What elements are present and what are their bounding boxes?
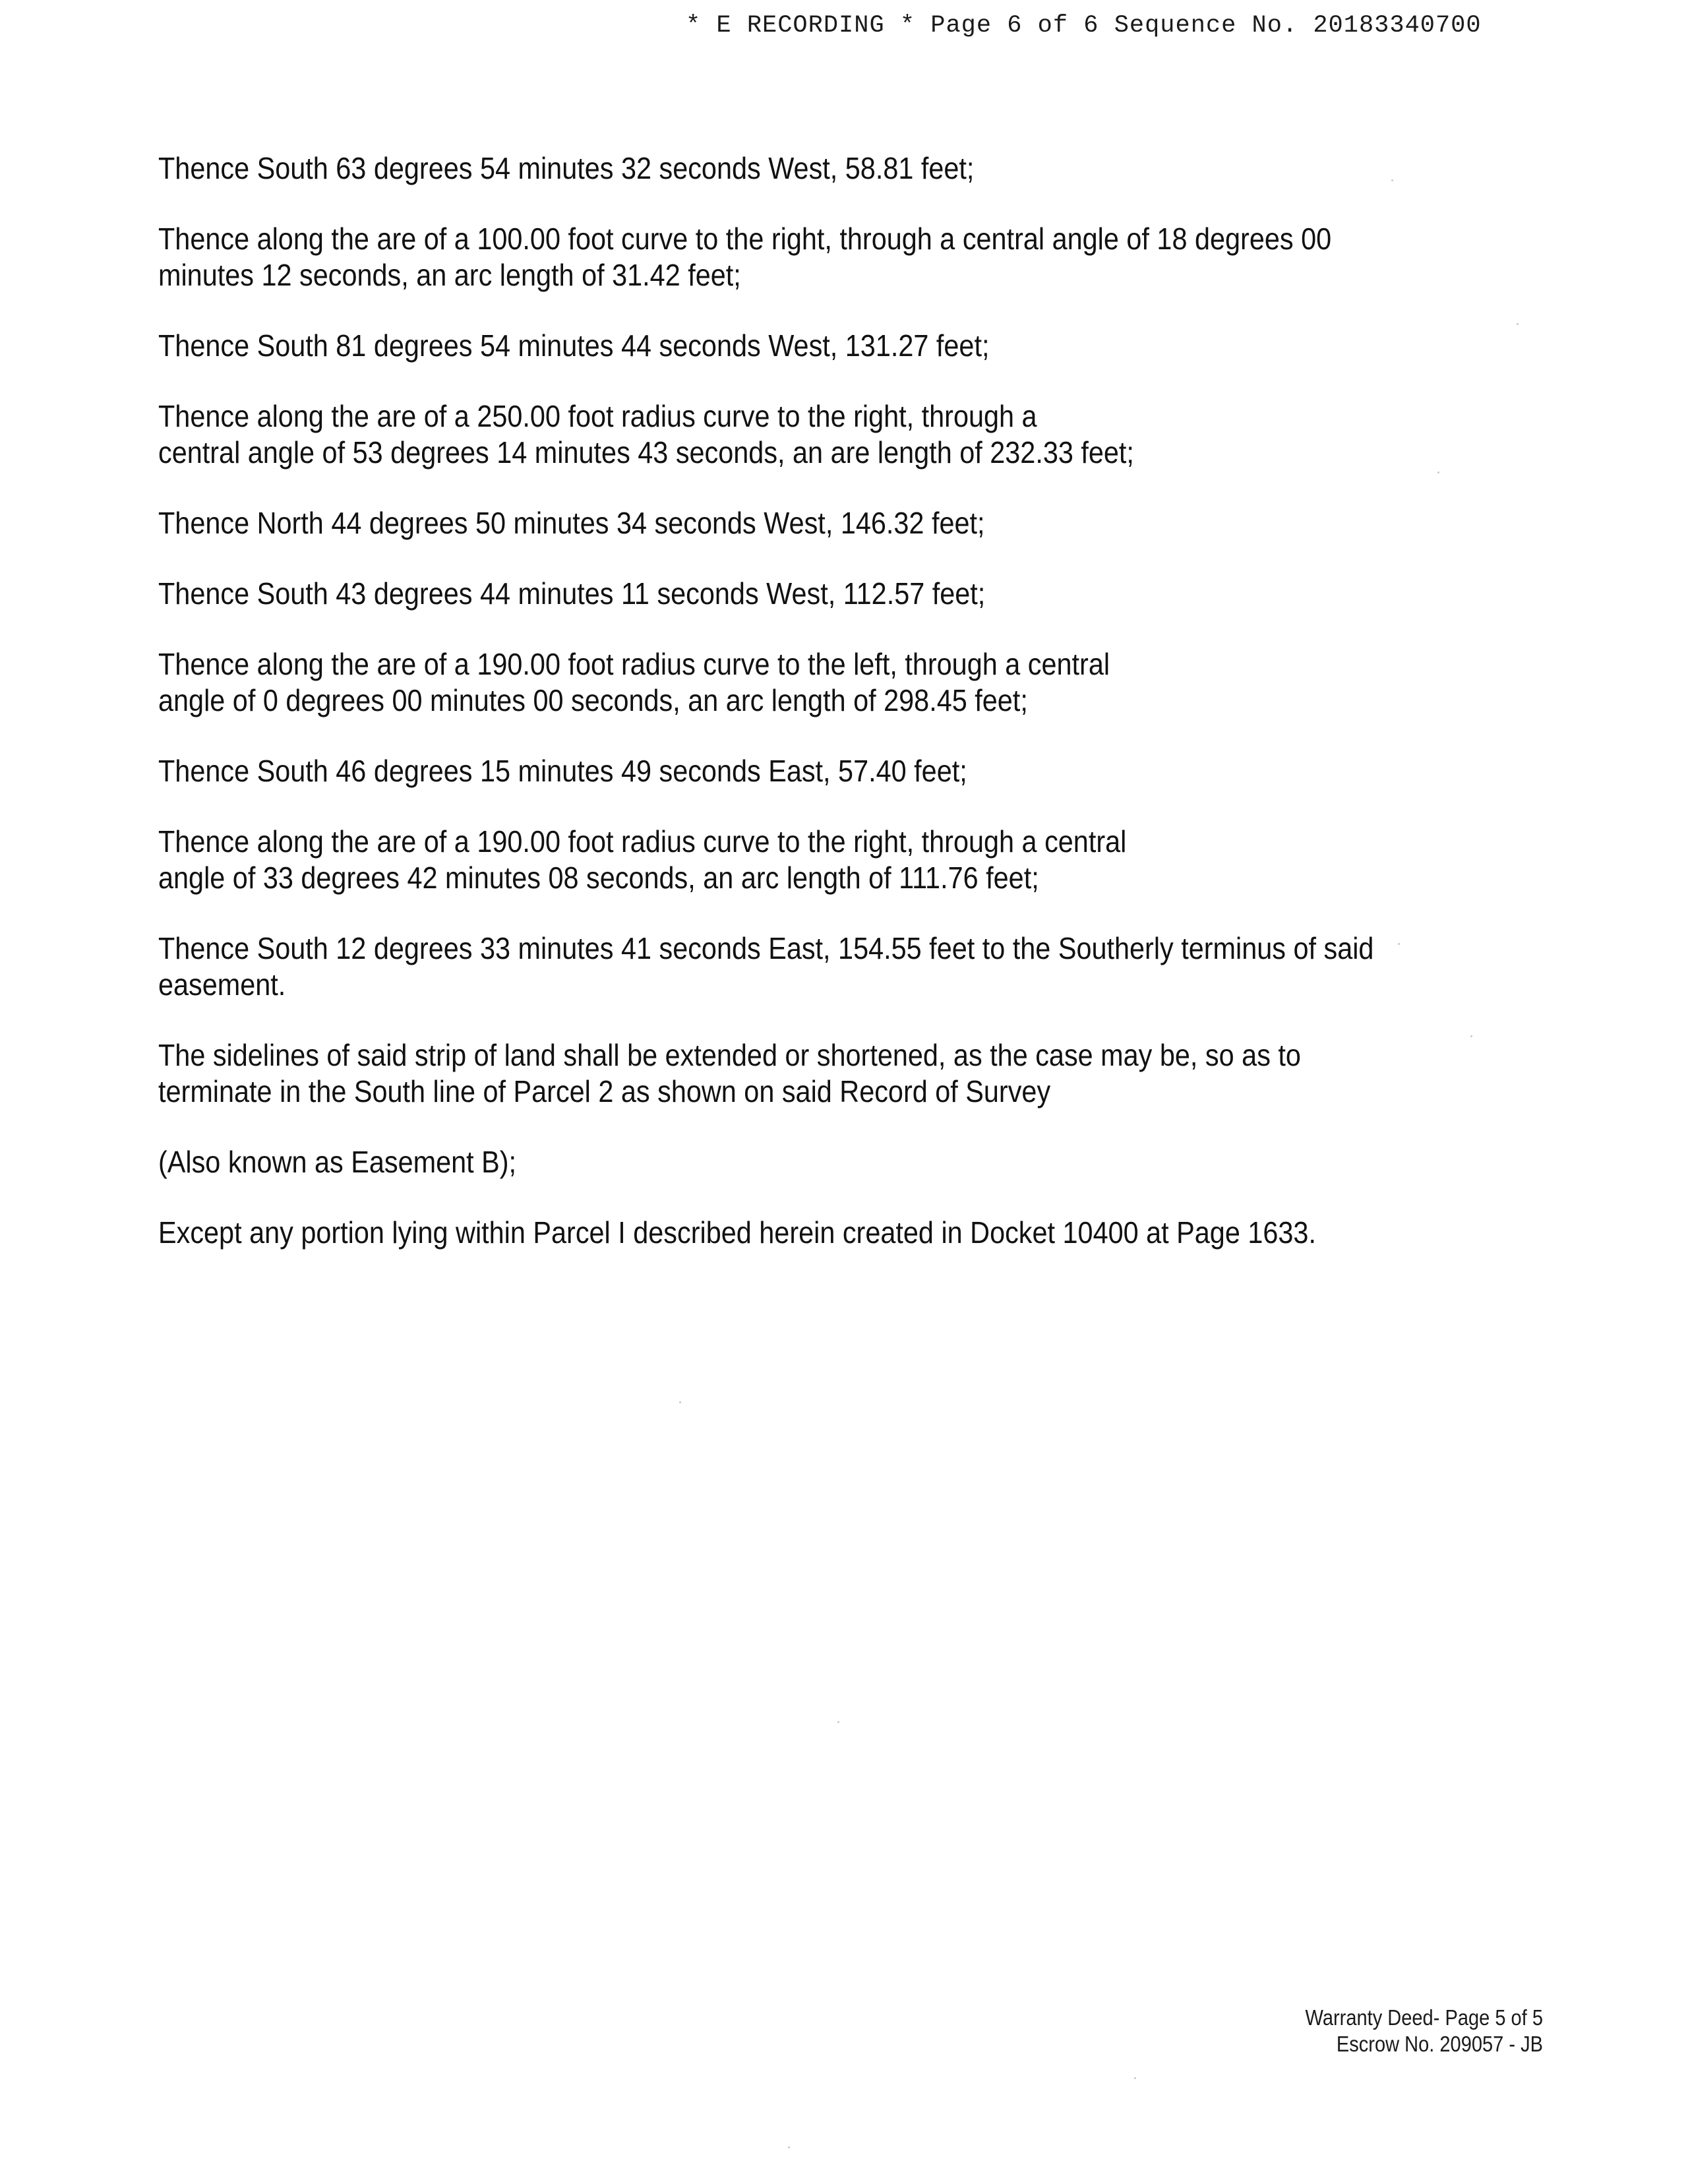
scan-speck [788, 2146, 790, 2148]
paragraph [158, 1215, 1547, 1251]
paragraph-line: Thence along the are of a 190.00 foot radius curve to the left, through a central [158, 647, 1110, 681]
paragraph-line: Thence South 46 degrees 15 minutes 49 seconds East, 57.40 feet; [158, 754, 967, 788]
paragraph [158, 753, 1547, 789]
paragraph-line: (Also known as Easement B); [158, 1145, 517, 1179]
paragraph-line: Thence along the are of a 190.00 foot radius curve to the right, through a central [158, 824, 1127, 859]
paragraph-line: angle of 0 degrees 00 minutes 00 seconds, an arc length of 298.45 feet; [158, 683, 1028, 717]
paragraph [158, 576, 1547, 612]
paragraph-line: easement. [158, 967, 286, 1002]
paragraph-line: terminate in the South line of Parcel 2 as shown on said Record of Survey [158, 1074, 1051, 1108]
recording-header: * E RECORDING * Page 6 of 6 Sequence No. 20183340700 [686, 12, 1482, 40]
paragraph [158, 646, 1547, 719]
paragraph-line: angle of 33 degrees 42 minutes 08 seconds, an arc length of 111.76 feet; [158, 861, 1039, 895]
scan-speck [1470, 1035, 1472, 1037]
scan-speck [679, 1401, 681, 1403]
paragraph [158, 505, 1547, 541]
paragraph-line: Thence along the are of a 250.00 foot radius curve to the right, through a [158, 399, 1037, 433]
paragraph [158, 930, 1547, 1003]
paragraph [158, 221, 1547, 293]
scan-speck [1398, 943, 1400, 945]
scan-speck [1437, 471, 1439, 473]
scan-speck [837, 1721, 839, 1723]
footer-page-label: Warranty Deed- Page 5 of 5 [1305, 2005, 1543, 2030]
paragraph-line: Thence South 81 degrees 54 minutes 44 seconds West, 131.27 feet; [158, 328, 990, 363]
paragraph-line: Thence South 63 degrees 54 minutes 32 seconds West, 58.81 feet; [158, 151, 975, 185]
paragraph-line: Thence South 12 degrees 33 minutes 41 seconds East, 154.55 feet to the Southerly terminus of said [158, 931, 1374, 965]
paragraph [158, 150, 1547, 187]
scan-speck [1134, 2077, 1136, 2079]
paragraph-line: Thence along the are of a 100.00 foot curve to the right, through a central angle of 18 degrees 00 [158, 222, 1332, 256]
scan-speck [1517, 323, 1519, 325]
paragraph-line: Thence North 44 degrees 50 minutes 34 seconds West, 146.32 feet; [158, 506, 985, 540]
paragraph-line: Thence South 43 degrees 44 minutes 11 seconds West, 112.57 feet; [158, 576, 986, 611]
paragraph [158, 328, 1547, 364]
paragraph [158, 398, 1547, 471]
paragraph [158, 824, 1547, 896]
footer-escrow-label: Escrow No. 209057 - JB [1336, 2032, 1543, 2056]
page-footer [1230, 2005, 1543, 2057]
paragraph [158, 1144, 1547, 1180]
paragraph [158, 1037, 1547, 1110]
paragraph-line: minutes 12 seconds, an arc length of 31.42 feet; [158, 258, 741, 292]
scan-speck [1391, 179, 1393, 181]
paragraph-line: Except any portion lying within Parcel I described herein created in Docket 10400 at Page 1633. [158, 1215, 1316, 1250]
legal-description [158, 150, 1556, 1285]
paragraph-line: central angle of 53 degrees 14 minutes 43 seconds, an are length of 232.33 feet; [158, 435, 1134, 470]
paragraph-line: The sidelines of said strip of land shall be extended or shortened, as the case may be, so as to [158, 1038, 1301, 1072]
